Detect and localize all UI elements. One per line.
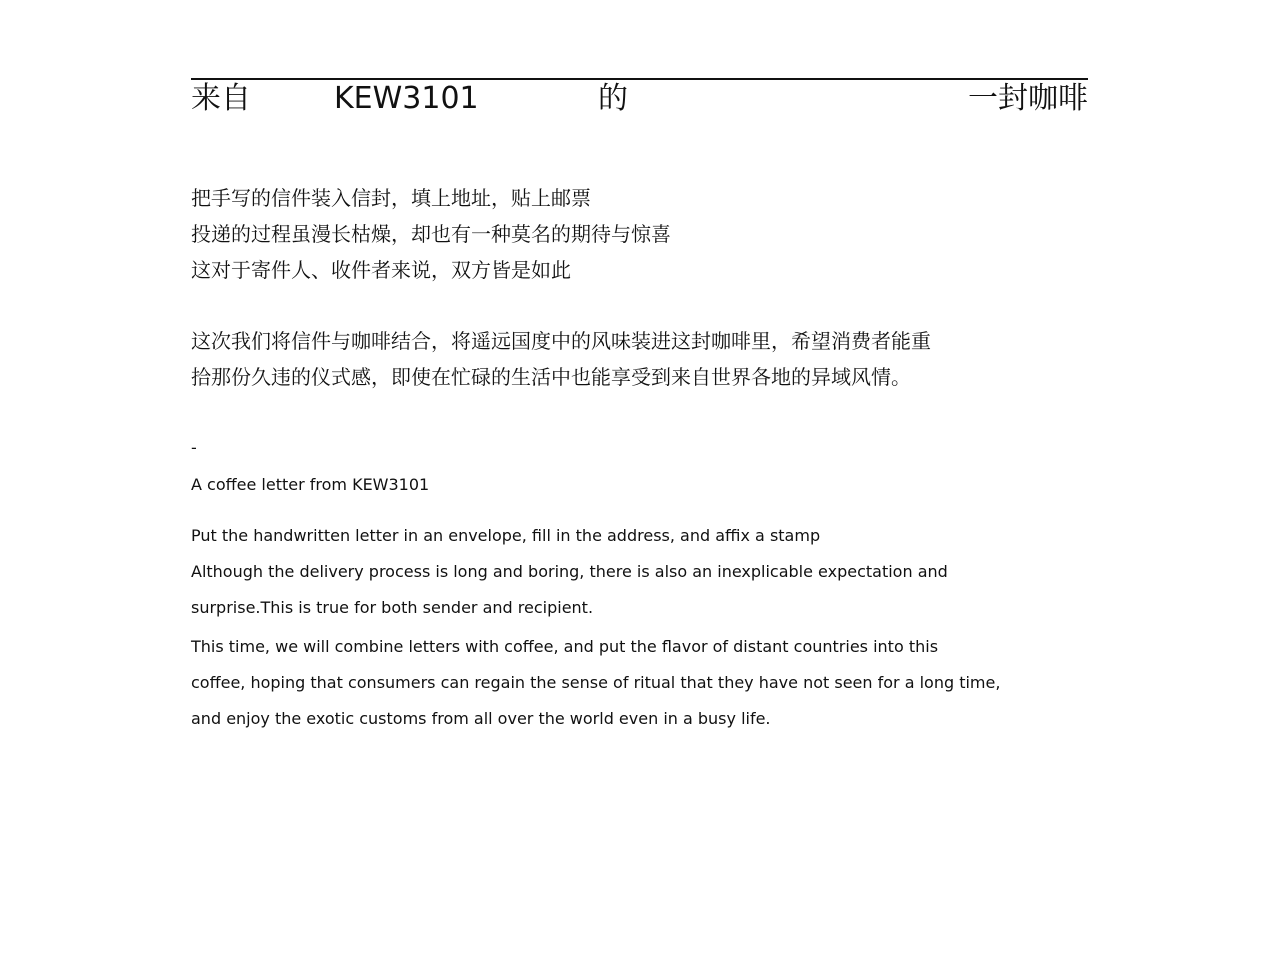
text-line: 拾那份久违的仪式感，即使在忙碌的生活中也能享受到来自世界各地的异域风情。 bbox=[191, 365, 911, 389]
text-line: 把手写的信件装入信封，填上地址，贴上邮票 bbox=[191, 186, 591, 210]
text-line: and enjoy the exotic customs from all over the world even in a busy life. bbox=[191, 709, 771, 728]
title-part-from: 来自 bbox=[191, 81, 251, 116]
chinese-paragraph-1 bbox=[191, 180, 991, 288]
text-line: coffee, hoping that consumers can regain the sense of ritual that they have not seen for a long time, bbox=[191, 673, 1001, 692]
english-paragraph-2 bbox=[191, 629, 1001, 737]
text-line: 这次我们将信件与咖啡结合，将遥远国度中的风味装进这封咖啡里，希望消费者能重 bbox=[191, 329, 931, 353]
chinese-paragraph-2 bbox=[191, 323, 991, 395]
text-line: surprise.This is true for both sender and recipient. bbox=[191, 598, 594, 617]
title-part-coffee-letter: 一封咖啡 bbox=[968, 81, 1088, 116]
title-part-brand: KEW3101 bbox=[334, 81, 479, 116]
english-title: A coffee letter from KEW3101 bbox=[191, 475, 430, 494]
title-part-of: 的 bbox=[598, 81, 628, 116]
text-line: This time, we will combine letters with coffee, and put the flavor of distant countries into this bbox=[191, 637, 939, 656]
section-separator: - bbox=[191, 438, 197, 457]
text-line: 投递的过程虽漫长枯燥，却也有一种莫名的期待与惊喜 bbox=[191, 222, 671, 246]
text-line: Although the delivery process is long and boring, there is also an inexplicable expectation and bbox=[191, 562, 948, 581]
page-title bbox=[191, 80, 1088, 118]
english-paragraph-1 bbox=[191, 518, 991, 626]
text-line: 这对于寄件人、收件者来说，双方皆是如此 bbox=[191, 258, 571, 282]
text-line: Put the handwritten letter in an envelope, fill in the address, and affix a stamp bbox=[191, 526, 821, 545]
